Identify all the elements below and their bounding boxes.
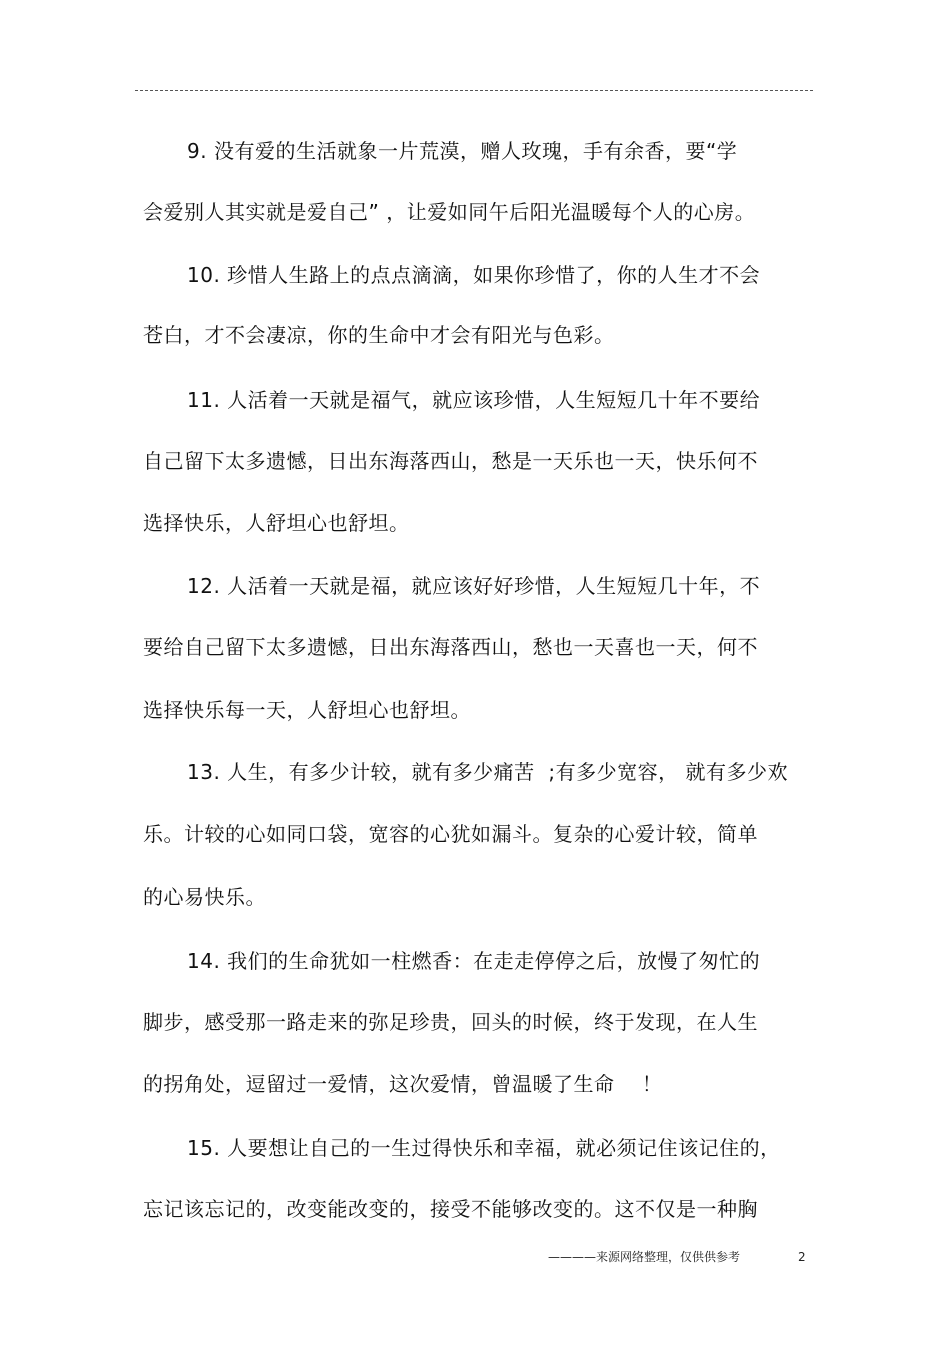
text-line: 的拐角处，逗留过一爱情，这次爱情，曾温暖了生命 ！ <box>143 1072 663 1096</box>
text-line: 苍白，才不会凄凉，你的生命中才会有阳光与色彩。 <box>143 323 615 347</box>
text-line: 11. 人活着一天就是福气，就应该珍惜，人生短短几十年不要给 <box>187 388 761 412</box>
footer-source-note: ————来源网络整理，仅供供参考 <box>548 1250 741 1264</box>
text-line: 选择快乐，人舒坦心也舒坦。 <box>143 511 410 535</box>
text-line: 的心易快乐。 <box>143 885 266 909</box>
text-line: 自己留下太多遗憾，日出东海落西山，愁是一天乐也一天，快乐何不 <box>143 449 758 473</box>
text-line: 9. 没有爱的生活就象一片荒漠，赠人玫瑰，手有余香，要“学 <box>187 139 738 163</box>
text-line: 脚步，感受那一路走来的弥足珍贵，回头的时候，终于发现，在人生 <box>143 1010 758 1034</box>
text-line: 12. 人活着一天就是福，就应该好好珍惜，人生短短几十年，不 <box>187 574 761 598</box>
text-line: 乐。计较的心如同口袋，宽容的心犹如漏斗。复杂的心爱计较，简单 <box>143 822 758 846</box>
text-line: 10. 珍惜人生路上的点点滴滴，如果你珍惜了，你的人生才不会 <box>187 263 761 287</box>
text-line: 会爱别人其实就是爱自己” ，让爱如同午后阳光温暖每个人的心房。 <box>143 200 756 224</box>
header-rule <box>135 90 813 91</box>
text-line: 要给自己留下太多遗憾，日出东海落西山，愁也一天喜也一天，何不 <box>143 635 758 659</box>
text-line: 14. 我们的生命犹如一柱燃香：在走走停停之后，放慢了匆忙的 <box>187 949 761 973</box>
text-line: 选择快乐每一天，人舒坦心也舒坦。 <box>143 698 471 722</box>
text-line: 忘记该忘记的，改变能改变的，接受不能够改变的。这不仅是一种胸 <box>143 1197 758 1221</box>
text-line: 15. 人要想让自己的一生过得快乐和幸福，就必须记住该记住的， <box>187 1136 781 1160</box>
page-number: 2 <box>798 1250 806 1264</box>
text-line: 13. 人生，有多少计较，就有多少痛苦 ;有多少宽容， 就有多少欢 <box>187 760 788 784</box>
